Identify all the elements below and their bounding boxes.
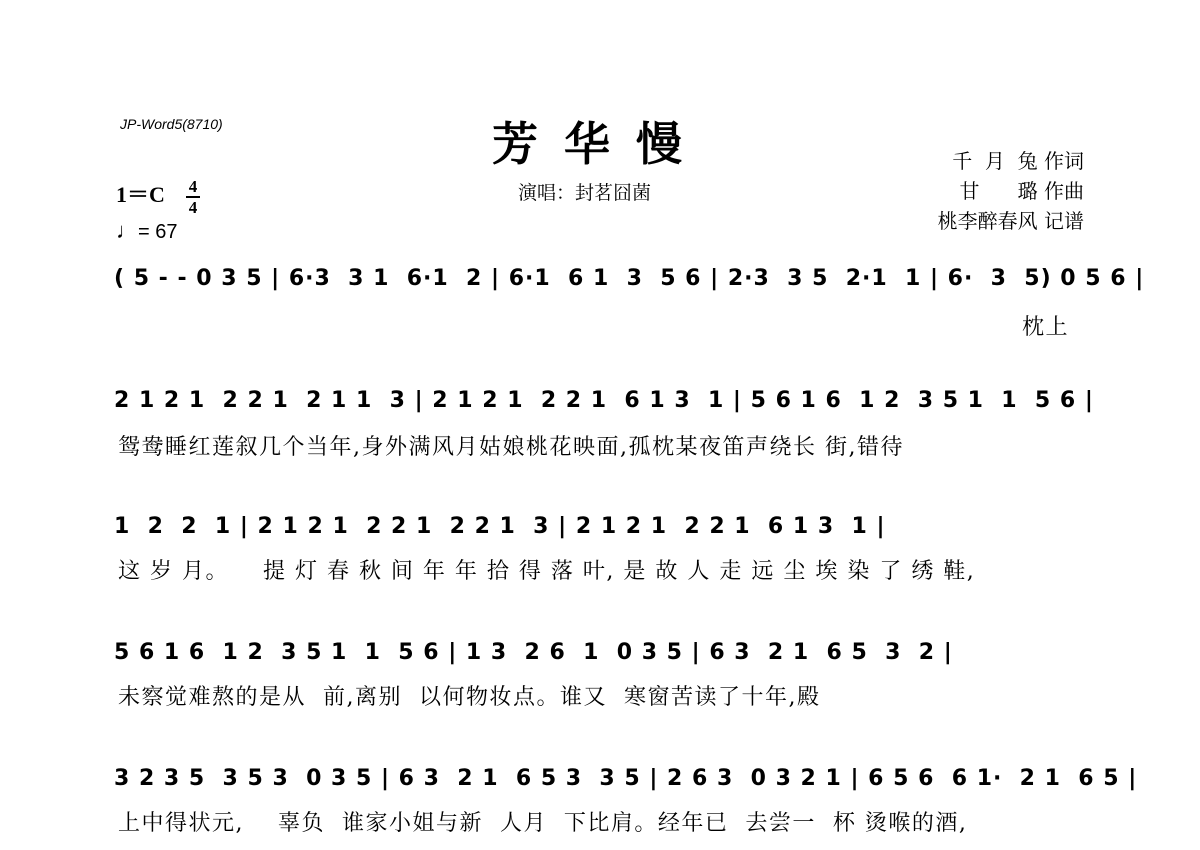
time-signature	[186, 178, 200, 216]
score-line-2-lyrics: 鸳鸯睡红莲叙几个当年,身外满风月姑娘桃花映面,孤枕某夜笛声绕长 街,错待	[118, 435, 904, 460]
score-line-1-notes: ( 5 - - 0 3 5 | 6·3 3 1 6·1 2 | 6·1 6 1 3 5 6 | 2·3 3 5 2·1 1 | 6· 3 5) 0 5 6 |	[114, 266, 1145, 291]
quarter-note-icon: ♩	[116, 218, 138, 243]
time-signature-bottom: 4	[188, 198, 198, 217]
transcriber-credit: 桃李醉春风 记谱	[937, 209, 1084, 233]
time-signature-top: 4	[188, 177, 198, 196]
score-line-3-lyrics: 这 岁 月。 提 灯 春 秋 间 年 年 拾 得 落 叶, 是 故 人 走 远 尘 埃 染 了 绣 鞋,	[118, 559, 976, 584]
score-line-4-notes: 5 6 1 6 1 2 3 5 1 1 5 6 | 1 3 2 6 1 0 3 5 | 6 3 2 1 6 5 3 2 |	[114, 640, 953, 665]
singer-credit: 演唱：封茗囧菌	[518, 182, 652, 204]
software-label: JP-Word5(8710)	[120, 116, 223, 132]
score-line-5-lyrics: 上中得状元, 辜负 谁家小姐与新 人月 下比肩。经年已 去尝一 杯 烫喉的酒,	[118, 811, 968, 836]
credits-block	[938, 146, 1084, 236]
score-line-5-notes: 3 2 3 5 3 5 3 0 3 5 | 6 3 2 1 6 5 3 3 5 | 2 6 3 0 3 2 1 | 6 5 6 6 1· 2 1 6 5 |	[114, 766, 1138, 791]
key-signature: 1＝C	[116, 182, 165, 207]
tempo-marking	[116, 218, 177, 244]
score-line-2-notes: 2 1 2 1 2 2 1 2 1 1 3 | 2 1 2 1 2 2 1 6 1 3 1 | 5 6 1 6 1 2 3 5 1 1 5 6 |	[114, 388, 1094, 413]
composer-credit: 甘 璐 作曲	[959, 179, 1084, 203]
score-line-3-notes: 1 2 2 1 | 2 1 2 1 2 2 1 2 2 1 3 | 2 1 2 1 2 2 1 6 1 3 1 |	[114, 514, 886, 539]
score-line-1	[114, 266, 1145, 316]
score-line-1-lyrics: 枕上	[1022, 315, 1070, 340]
lyricist-credit: 千 月 兔 作词	[952, 149, 1084, 173]
tempo-value: = 67	[138, 221, 178, 243]
score-line-4-lyrics: 未察觉难熬的是从 前,离别 以何物妆点。谁又 寒窗苦读了十年,殿	[118, 685, 821, 710]
song-title: 芳华慢	[492, 117, 708, 171]
